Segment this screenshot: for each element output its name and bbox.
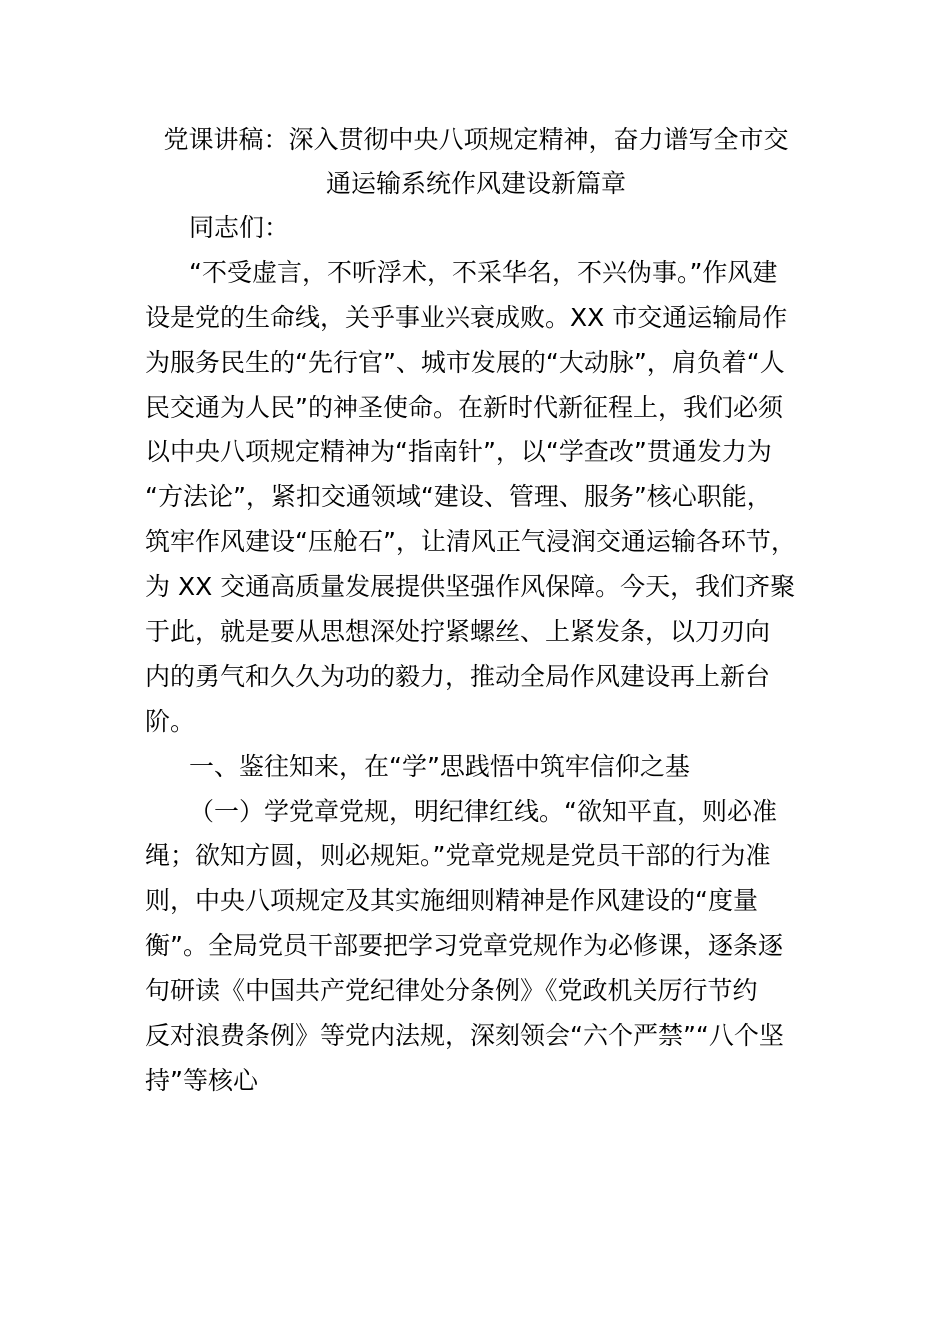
body-text-line: 反对浪费条例》等党内法规，深刻领会“六个严禁”“八个坚 [145,1021,784,1051]
body-text-line: 阶。 [145,706,196,736]
body-text-line: 设是党的生命线，关乎事业兴衰成败。XX 市交通运输局作 [145,302,788,332]
body-text-line: （一）学党章党规，明纪律红线。“欲知平直，则必准 [189,796,777,826]
body-text-line: 筑牢作风建设“压舱石”，让清风正气浸润交通运输各环节， [145,527,796,557]
body-text-line: 以中央八项规定精神为“指南针”，以“学查改”贯通发力为 [145,437,772,467]
body-text-line: 民交通为人民”的神圣使命。在新时代新征程上，我们必须 [145,392,783,422]
document-title-line-2: 通运输系统作风建设新篇章 [325,169,626,198]
body-text-line: 为 XX 交通高质量发展提供坚强作风保障。今天，我们齐聚 [145,572,796,602]
body-text-line: 绳；欲知方圆，则必规矩。”党章党规是党员干部的行为准 [145,841,771,871]
document-page [145,118,807,1104]
body-text-line: “方法论”，紧扣交通领域“建设、管理、服务”核心职能， [145,482,772,512]
body-text-line: 则，中央八项规定及其实施细则精神是作风建设的“度量 [145,886,758,916]
body-text-line: 衡”。全局党员干部要把学习党章党规作为必修课，逐条逐 [145,931,783,961]
document-body [145,251,807,1104]
body-text-line: “不受虚言，不听浮术，不采华名，不兴伪事。”作风建 [189,257,778,287]
salutation: 同志们： [189,213,290,242]
body-text-line: 持”等核心 [145,1065,258,1095]
body-text-line: 为服务民生的“先行官”、城市发展的“大动脉”，肩负着“人 [145,347,785,377]
document-title-line-1: 党课讲稿：深入贯彻中央八项规定精神，奋力谱写全市交 [163,125,789,154]
section-heading: 一、鉴往知来，在“学”思践悟中筑牢信仰之基 [189,751,690,781]
body-text-line: 于此，就是要从思想深处拧紧螺丝、上紧发条，以刀刃向 [145,617,771,647]
body-text-line: 句研读《中国共产党纪律处分条例》《党政机关厉行节约 [145,976,758,1006]
body-text-line: 内的勇气和久久为功的毅力，推动全局作风建设再上新台 [145,661,771,691]
